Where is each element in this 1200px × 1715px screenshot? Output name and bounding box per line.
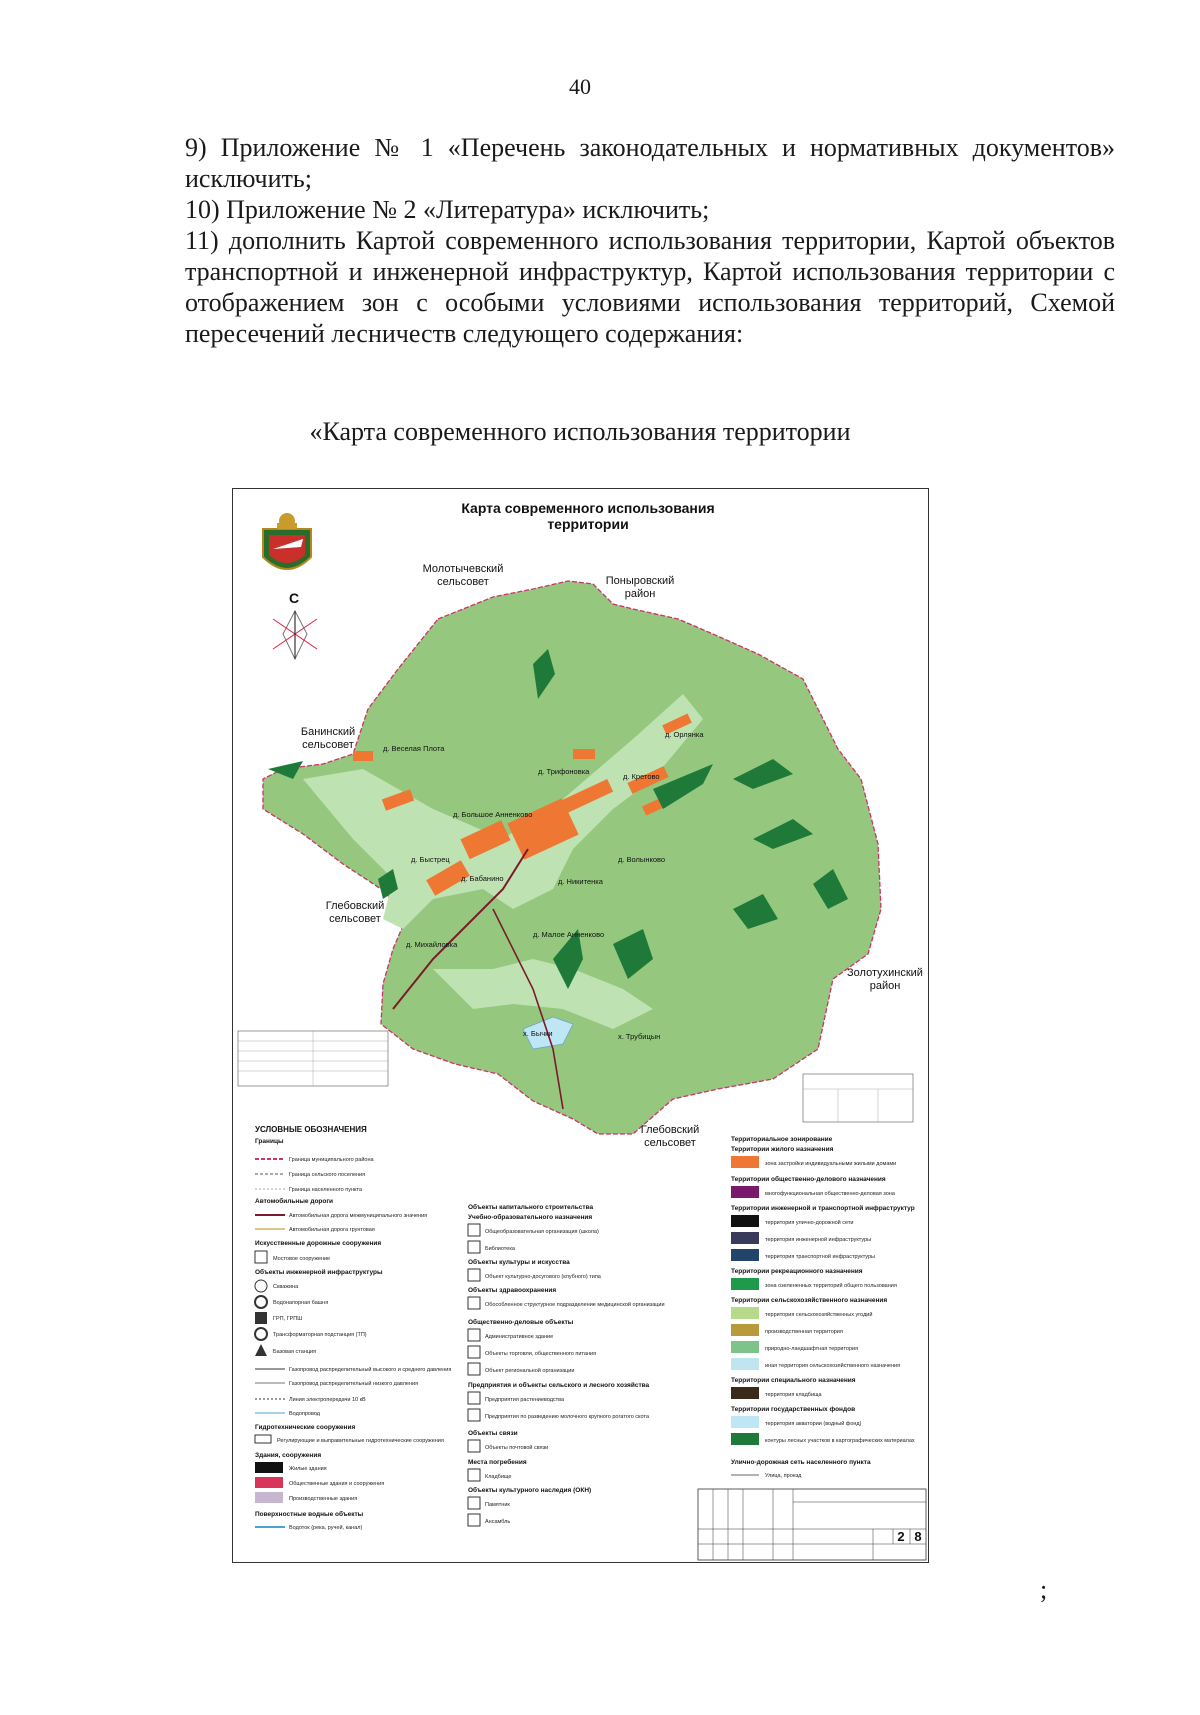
map-figure: [232, 488, 929, 1563]
inset-table-right: [803, 1074, 913, 1122]
legend-culture-item: Объект культурно-досугового (клубного) типа: [485, 1274, 601, 1280]
legend-street-net-head: Улично-дорожная сеть населенного пункта: [731, 1459, 871, 1466]
legend-roads-head: Автомобильные дороги: [255, 1198, 334, 1205]
map-title-line1: Карта современного использования: [461, 500, 715, 516]
legend-business-head: Общественно-деловые объекты: [468, 1319, 574, 1326]
legend-burial-head: Места погребения: [468, 1459, 527, 1466]
legend-cemetery-zone: территория кладбища: [765, 1392, 822, 1398]
village-maloe-annenkovo: д. Малое Анненково: [533, 930, 605, 939]
label-baninsky-1: Банинский: [300, 726, 356, 738]
legend-residential-zone-head: Территории жилого назначения: [731, 1146, 834, 1153]
legend-power-line: Линия электропередачи 10 кВ: [289, 1397, 366, 1403]
label-molotychevsky-1: Молотычевский: [422, 563, 504, 575]
legend-recreation-zone: зона озелененных территорий общего пользования: [765, 1283, 897, 1289]
page-number: 40: [569, 74, 591, 99]
label-ponyrovsky-1: Поныровский: [605, 575, 675, 587]
label-baninsky-2: сельсовет: [302, 739, 354, 751]
legend-border-rural: Граница сельского поселения: [289, 1172, 366, 1178]
legend-health-head: Объекты здравоохранения: [468, 1287, 557, 1294]
legend-water-fund: территория акватории (водный фонд): [765, 1421, 862, 1427]
legend-eng-zone: территория инженерной инфраструктуры: [765, 1237, 872, 1243]
paragraph-item-10: 10) Приложение № 2 «Литература» исключить;: [185, 195, 710, 224]
legend-borders-head: Границы: [255, 1138, 284, 1145]
legend-special-head: Территории специального назначения: [731, 1377, 856, 1384]
legend-agri-zone-head: Территории сельскохозяйственного назначения: [731, 1297, 888, 1304]
legend-school: Общеобразовательная организация (школа): [485, 1229, 599, 1235]
village-mikhailovka: д. Михайловка: [406, 940, 458, 949]
label-glebovsky-w-1: Глебовский: [325, 900, 385, 912]
legend-gas-high: Газопровод распределительный высокого и среднего давления: [289, 1367, 452, 1373]
legend-farmland: территория сельскохозяйственных угодий: [765, 1312, 873, 1318]
legend-monument: Памятник: [485, 1502, 510, 1508]
legend-title: УСЛОВНЫЕ ОБОЗНАЧЕНИЯ: [255, 1125, 367, 1134]
village-trubitsyn: х. Трубицын: [618, 1032, 661, 1041]
legend-gas-low: Газопровод распределительный низкого давления: [289, 1381, 419, 1387]
coat-of-arms-emblem: [263, 513, 311, 569]
map-title-line2: территории: [547, 516, 629, 532]
legend-other-agri: иная территория сельскохозяйственного назначения: [765, 1363, 901, 1369]
legend-recreation-head: Территории рекреационного назначения: [731, 1268, 863, 1275]
legend-admin: Административное здание: [485, 1334, 554, 1340]
legend-natural: природно-ландшафтная территория: [765, 1346, 859, 1352]
label-ponyrovsky-2: район: [624, 588, 656, 600]
legend-ensemble: Ансамбль: [485, 1519, 511, 1525]
legend-buildings-head: Здания, сооружения: [255, 1452, 322, 1459]
legend-border-settlement: Граница населенного пункта: [289, 1187, 362, 1193]
map-caption: «Карта современного использования территории: [309, 417, 851, 446]
legend-crop: Предприятия растениеводства: [485, 1397, 565, 1403]
village-bystrets: д. Быстрец: [411, 855, 450, 864]
legend-culture-head: Объекты культуры и искусства: [468, 1259, 570, 1266]
village-trifonovka: д. Трифоновка: [538, 767, 590, 776]
legend-street: Улица, проезд: [765, 1473, 802, 1479]
legend-agri-production: производственная территория: [765, 1329, 843, 1335]
stamp-sheets: 8: [914, 1529, 922, 1544]
legend-post: Объекты почтовой связи: [485, 1445, 549, 1451]
legend-water-item: Водоток (река, ручей, канал): [289, 1525, 363, 1531]
label-glebovsky-w-2: сельсовет: [329, 913, 381, 925]
legend-hydro-item: Регулирующие и выправительные гидротехнические сооружения: [277, 1438, 444, 1444]
village-bychki: х. Бычки: [523, 1029, 553, 1038]
legend-column-1: [255, 1125, 451, 1531]
legend-library: Библиотека: [485, 1246, 515, 1252]
legend-industrial: Производственные здания: [289, 1496, 358, 1502]
map-svg: [233, 489, 928, 1562]
legend-street-zone: территория улично-дорожной сети: [765, 1220, 854, 1226]
village-bolshoe-annenkovo: д. Большое Анненково: [453, 810, 533, 819]
legend-agri-head: Предприятия и объекты сельского и лесного хозяйства: [468, 1382, 650, 1389]
village-nikitenka: д. Никитенка: [558, 877, 603, 886]
legend-public-zone: многофункциональная общественно-деловая зона: [765, 1191, 895, 1197]
legend-hydro-head: Гидротехнические сооружения: [255, 1424, 356, 1431]
stamp-sheet: 2: [897, 1529, 905, 1544]
legend-grp: ГРП, ГРПШ: [273, 1316, 303, 1322]
legend-zoning-head: Территориальное зонирование: [731, 1136, 833, 1143]
label-glebovsky-s-1: Глебовский: [640, 1124, 700, 1136]
legend-edu-head: Учебно-образовательного назначения: [468, 1214, 593, 1221]
legend-cemetery: Кладбище: [485, 1474, 512, 1480]
legend-capital-head: Объекты капитального строительства: [468, 1204, 594, 1211]
legend-water-pipe: Водопровод: [289, 1411, 320, 1417]
closing-mark: ;: [1040, 1575, 1048, 1604]
legend-public-zone-head: Территории общественно-делового назначения: [731, 1176, 886, 1183]
legend-water-head: Поверхностные водные объекты: [255, 1511, 364, 1518]
legend-cattle: Предприятия по разведению молочного крупного рогатого скота: [485, 1414, 649, 1420]
legend-artificial-head: Искусственные дорожные сооружения: [255, 1240, 382, 1247]
legend-trade: Объекты торговли, общественного питания: [485, 1351, 597, 1357]
paragraph-item-9: 9) Приложение № 1 «Перечень законодательных и нормативных документов» исключить;: [185, 133, 1115, 193]
legend-forest-fund: контуры лесных участков в картографических материалах: [765, 1438, 915, 1444]
legend-comm-head: Объекты связи: [468, 1430, 518, 1437]
legend-transport-zone: территория транспортной инфраструктуры: [765, 1254, 875, 1260]
legend-column-2: [468, 1203, 665, 1526]
village-volynkovo: д. Волынково: [618, 855, 666, 864]
village-orlyanka: д. Орлянка: [665, 730, 704, 739]
legend-water-tower: Водонапорная башня: [273, 1300, 329, 1306]
legend-state-head: Территории государственных фондов: [731, 1406, 856, 1413]
legend-heritage-head: Объекты культурного наследия (ОКН): [468, 1487, 592, 1494]
compass-letter: С: [289, 590, 300, 606]
legend-base-station: Базовая станция: [273, 1349, 317, 1355]
legend-column-3: [731, 1136, 915, 1479]
legend-residential: Жилые здания: [289, 1466, 327, 1472]
legend-border-municipal: Граница муниципального района: [289, 1157, 374, 1163]
label-zolotukhinsky-1: Золотухинский: [847, 967, 923, 979]
legend-regional-org: Объект региональной организации: [485, 1368, 575, 1374]
legend-transformer: Трансформаторная подстанция (ТП): [273, 1332, 367, 1338]
legend-public-buildings: Общественные здания и сооружения: [289, 1481, 385, 1487]
title-block-stamp: [698, 1489, 926, 1560]
legend-engineering-head: Объекты инженерной инфраструктуры: [255, 1269, 383, 1276]
village-kretovo: д. Кретово: [623, 772, 660, 781]
legend-health-item: Обособленное структурное подразделение медицинской организации: [485, 1302, 665, 1308]
label-molotychevsky-2: сельсовет: [437, 576, 489, 588]
label-zolotukhinsky-2: район: [869, 980, 901, 992]
north-arrow-icon: [273, 590, 317, 659]
legend-road-dirt: Автомобильная дорога грунтовая: [289, 1227, 375, 1233]
paragraph-item-11: 11) дополнить Картой современного использования территории, Картой объектов транспортной и инженерной инфраструктур, Картой использования территории с отображением зон с особыми условиями использования территорий, Схемой пересечений лесничеств следующего содержания:: [185, 226, 1115, 348]
legend-residential-zone: зона застройки индивидуальными жилыми домами: [765, 1161, 897, 1167]
village-babanino: д. Бабанино: [461, 874, 504, 883]
legend-well: Скважина: [273, 1284, 299, 1290]
village-veselaya-plota: д. Веселая Плота: [383, 744, 445, 753]
legend-infra-zone-head: Территории инженерной и транспортной инфраструктур: [731, 1205, 915, 1212]
legend-road-intermunicipal: Автомобильная дорога межмуниципального значения: [289, 1213, 428, 1219]
label-glebovsky-s-2: сельсовет: [644, 1137, 696, 1149]
legend-bridge: Мостовое сооружение: [273, 1256, 331, 1262]
